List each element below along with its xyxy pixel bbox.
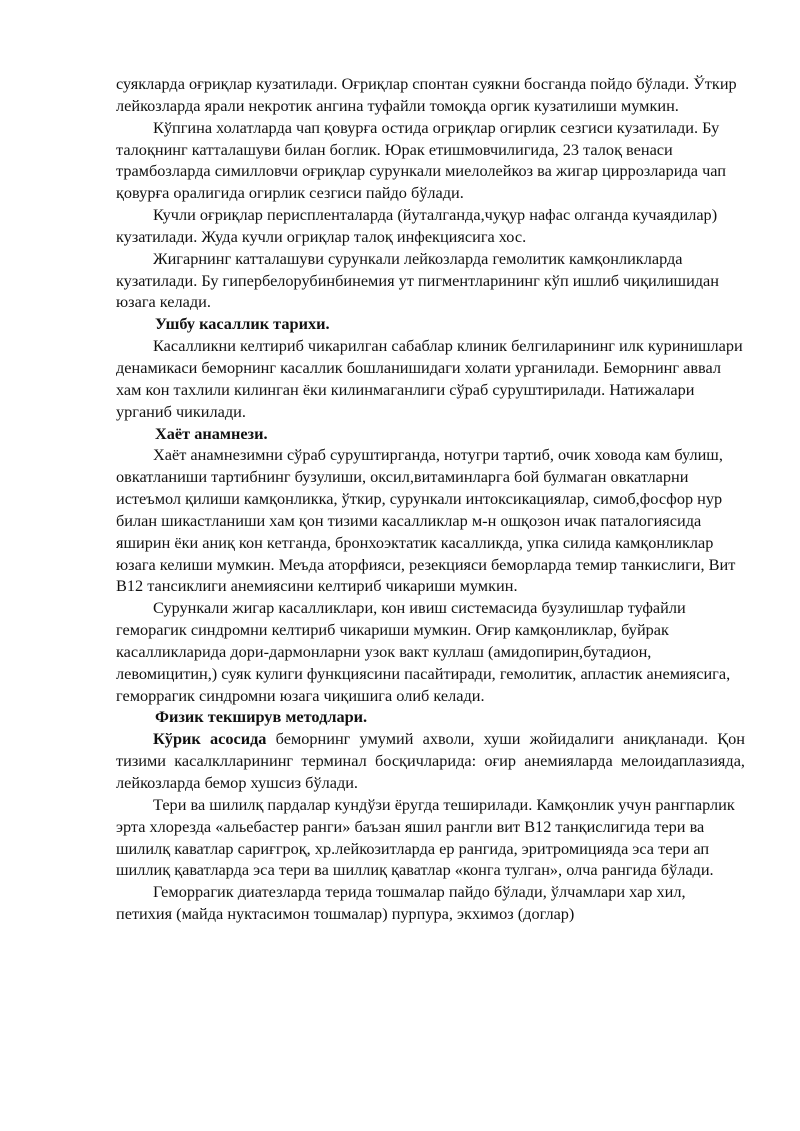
paragraph-chronic-liver: Сурункали жигар касалликлари, кон ивиш системасида бузулишлар туфайли геморагик синдромни келтириб чикариши мумкин. Оғир камқонликлар, буйрак касалликларида дори-дармонларни узок вакт куллаш (амидопирин,бутадион, левомицитин,) суяк кулиги функциясини пасайтиради, гемолитик, апластик анемиясига, геморрагик синдромни юзага чиқишига олиб келади. bbox=[116, 598, 731, 705]
paragraph-hemorrhagic-diathesis: Геморрагик диатезларда терида тошмалар пайдо бўлади, ўлчамлари хар хил, петихия (майда нуктасимон тошмалар) пурпура, экхимоз (доглар) bbox=[116, 882, 686, 924]
paragraph-strong-pain: Кучли оғриқлар периспленталарда (йуталганда,чуқур нафас олганда кучаядилар) кузатилади. Жуда кучли огриқлар талоқ инфекциясига хос. bbox=[116, 205, 718, 246]
paragraph-skin-mucosa: Тери ва шилилқ пардалар кундўзи ёругда теширилади. Камқонлик учун рангпарлик эрта хлорезда «альебастер ранги» баъзан яшил рангли вит В12 танқислигида тери ва шилилқ каватлар сариғгроқ, хр.лейкозитларда ер рангида, эритромицияда эса тери ап шиллиқ қаватларда эса тери ва шиллиқ қаватлар «конга тулган», олча рангида бўлади. bbox=[116, 794, 735, 880]
paragraph-disease-history: Касалликни келтириб чикарилган сабаблар клиник белгиларининг илк куринишлари денамикаси беморнинг касаллик бошланишидаги холати урганилади. Беморнинг аввал хам кон тахлили килинган ёки килинмаганлиги сўраб суруштирилади. Натижалари урганиб чикилади. bbox=[116, 336, 743, 421]
document-page bbox=[116, 73, 745, 925]
heading-disease-history: Ушбу касаллик тарихи. bbox=[155, 314, 330, 334]
heading-life-anamnesis: Хаёт анамнези. bbox=[155, 423, 268, 443]
paragraph-bone-pain: суякларда оғриқлар кузатилади. Оғриқлар спонтан суякни босганда пойдо бўлади. Ўткир лейкозларда ярали некротик ангина туфайли томоқда оргик кузатилиши мумкин. bbox=[116, 74, 737, 115]
paragraph-left-rib-pain: Кўпгина холатларда чап қовурға остида огриқлар огирлик сезгиси кузатилади. Бу талоқнинг катталашуви билан боглик. Юрак етишмовчилигида, 23 талоқ венаси трамбозларда симилловчи оғриқлар сурункали миелолейкоз ва жигар циррозларида чап қовурға оралигида огирлик сезгиси пайдо бўлади. bbox=[116, 117, 727, 203]
paragraph-life-anamnesis: Хаёт анамнезимни сўраб суруштирганда, нотугри тартиб, очик ховода кам булиш, овкатланиши тартибнинг бузулиши, оксил,витаминларга бой булмаган овкатларни истеъмол қилиши камқонликка, ўткир, сурункали интоксикациялар, симоб,фосфор нур билан шикастланиши хам қон тизими касалликлар м-н ошқозон ичак паталогиясида яширин ёки аниқ кон кетганда, бронхоэктатик касалликда, упка силида камқонликлар юзага келиши мумкин. Меъда аторфияси, резекцияси беморларда темир танкислиги, Вит В12 тансиклиги анемиясини келтириб чикариши мумкин. bbox=[116, 445, 736, 596]
heading-physical-methods: Физик текширув методлари. bbox=[155, 707, 368, 727]
paragraph-liver-enlargement: Жигарнинг катталашуви сурункали лейкозларда гемолитик камқонликларда кузатилади. Бу гипербелорубинбинемия ут пигментларининг кўп ишлиб чиқилишидан юзага келади. bbox=[116, 248, 720, 312]
examination-lead: Кўрик асосида bbox=[153, 729, 267, 749]
paragraph-examination bbox=[116, 728, 745, 794]
examination-text: беморнинг умумий ахволи, хуши жойидалиги аниқланади. Қон тизими касалклларининг терминал босқичларида: оғир анемияларда мелоидаплазияда, лейкозларда бемор хушсиз бўлади. bbox=[116, 729, 745, 792]
